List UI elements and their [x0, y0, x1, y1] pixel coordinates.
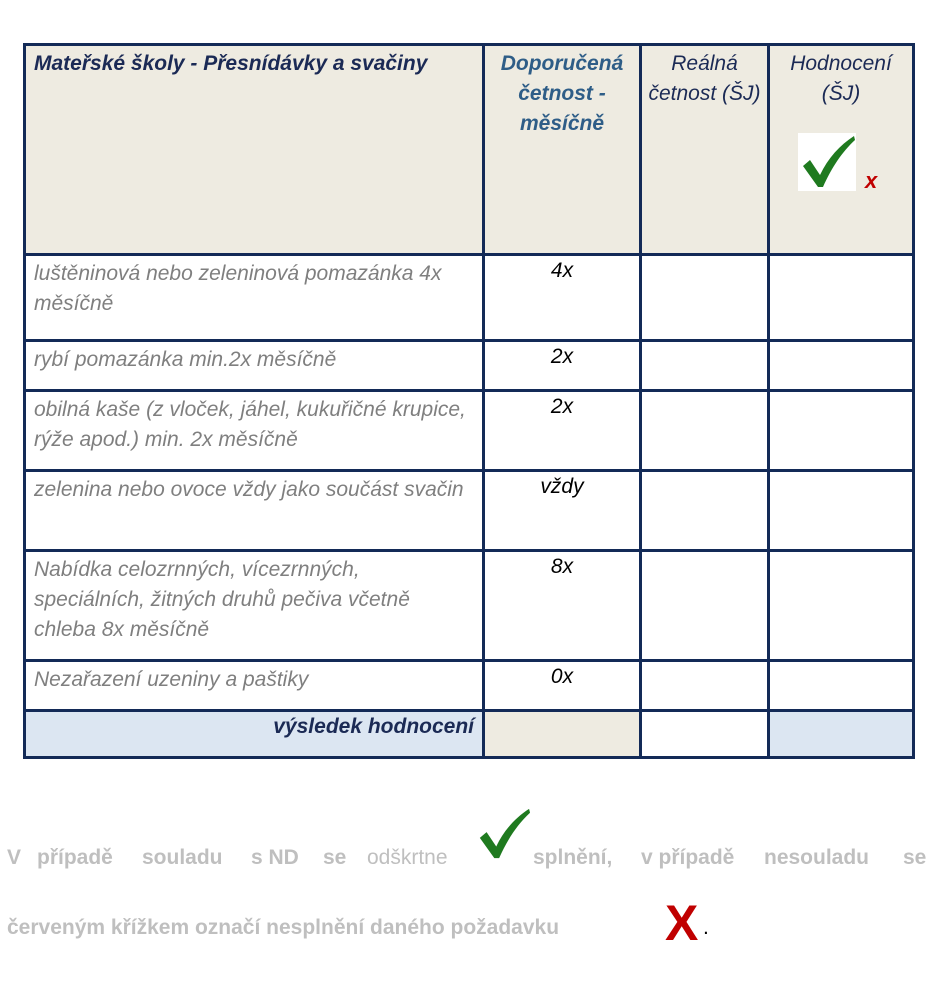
row-evaluation-cell[interactable] — [769, 661, 914, 711]
result-row — [25, 711, 914, 758]
header-title: Mateřské školy - Přesnídávky a svačiny — [25, 45, 484, 255]
row-real-frequency-cell[interactable] — [641, 341, 769, 391]
row-evaluation-cell[interactable] — [769, 391, 914, 471]
header-evaluation-label: Hodnocení (ŠJ) — [790, 52, 892, 105]
row-frequency: 2x — [484, 391, 641, 471]
note-word: se — [323, 846, 347, 869]
row-real-frequency-cell[interactable] — [641, 255, 769, 341]
result-real-cell[interactable] — [641, 711, 769, 758]
row-evaluation-cell[interactable] — [769, 341, 914, 391]
cross-icon: X — [665, 895, 699, 951]
table-row — [25, 255, 914, 341]
row-item: zelenina nebo ovoce vždy jako součást svačin — [25, 471, 484, 551]
result-recommended-cell — [484, 711, 641, 758]
result-label: výsledek hodnocení — [25, 711, 484, 758]
row-frequency: 2x — [484, 341, 641, 391]
instruction-line-1 — [7, 806, 929, 870]
table-row — [25, 471, 914, 551]
check-icon — [798, 133, 856, 191]
table-header-row — [25, 45, 914, 255]
row-item: luštěninová nebo zeleninová pomazánka 4x měsíčně — [25, 255, 484, 341]
note-word: případě — [37, 846, 113, 869]
check-icon — [475, 806, 531, 868]
row-frequency: 0x — [484, 661, 641, 711]
row-item: rybí pomazánka min.2x měsíčně — [25, 341, 484, 391]
table-row — [25, 391, 914, 471]
row-frequency: 8x — [484, 551, 641, 661]
row-real-frequency-cell[interactable] — [641, 551, 769, 661]
note-word: odškrtne — [367, 846, 448, 869]
row-evaluation-cell[interactable] — [769, 255, 914, 341]
table-row — [25, 341, 914, 391]
note-word: V — [7, 846, 22, 869]
instruction-line-2 — [7, 876, 929, 951]
row-evaluation-cell[interactable] — [769, 471, 914, 551]
note-word: v případě — [641, 846, 735, 869]
row-item: Nabídka celozrnných, vícezrnných, speciálních, žitných druhů pečiva včetně chleba 8x měsíčně — [25, 551, 484, 661]
header-real-frequency: Reálná četnost (ŠJ) — [641, 45, 769, 255]
evaluation-symbols — [770, 109, 912, 199]
note-word: s ND — [251, 846, 299, 869]
header-recommended-frequency: Doporučená četnost - měsíčně — [484, 45, 641, 255]
table-row — [25, 551, 914, 661]
row-frequency: 4x — [484, 255, 641, 341]
note-word: nesouladu — [764, 846, 870, 869]
row-item: obilná kaše (z vloček, jáhel, kukuřičné krupice, rýže apod.) min. 2x měsíčně — [25, 391, 484, 471]
row-item: Nezařazení uzeniny a paštiky — [25, 661, 484, 711]
cross-icon: x — [865, 168, 878, 193]
note-word: splnění, — [533, 846, 613, 869]
result-evaluation-cell[interactable] — [769, 711, 914, 758]
header-evaluation — [769, 45, 914, 255]
row-evaluation-cell[interactable] — [769, 551, 914, 661]
row-real-frequency-cell[interactable] — [641, 661, 769, 711]
row-frequency: vždy — [484, 471, 641, 551]
evaluation-table — [23, 43, 915, 759]
note-word: se — [903, 846, 927, 869]
row-real-frequency-cell[interactable] — [641, 391, 769, 471]
table-row — [25, 661, 914, 711]
note-word: souladu — [142, 846, 223, 869]
row-real-frequency-cell[interactable] — [641, 471, 769, 551]
note-line-2-text: červeným křížkem označí nesplnění daného požadavku — [7, 916, 560, 939]
note-period: . — [703, 916, 709, 939]
